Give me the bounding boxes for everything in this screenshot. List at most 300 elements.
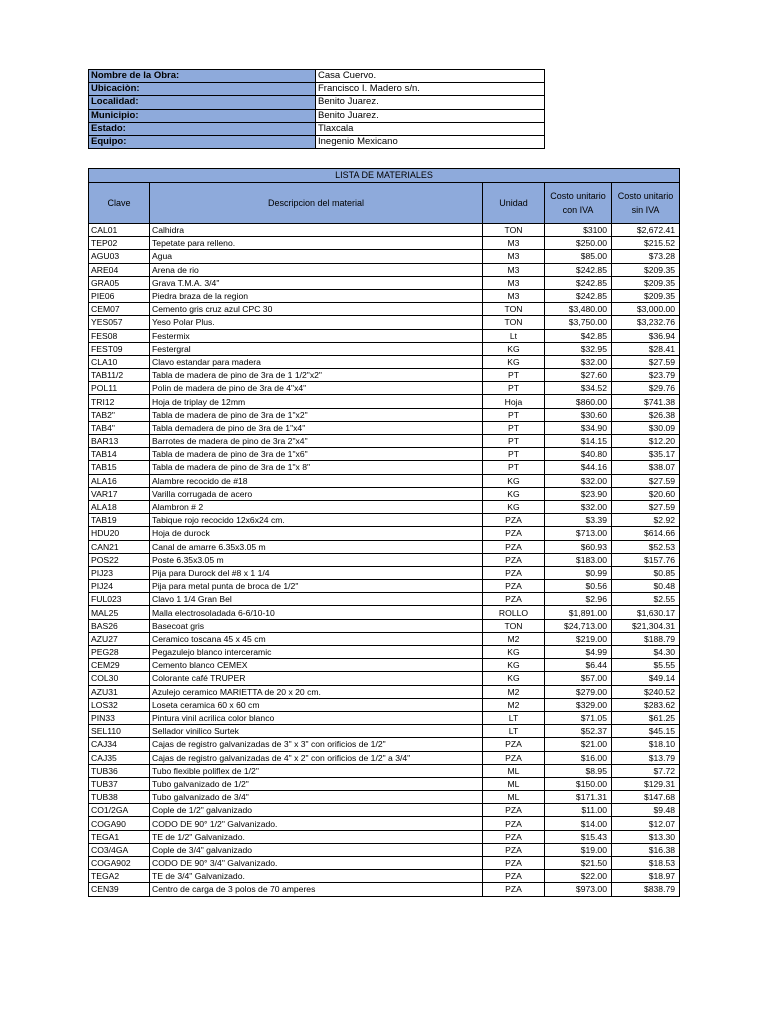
cell-costo-con-iva: $219.00 [545, 632, 612, 645]
info-value: Benito Juarez. [316, 109, 545, 122]
col-header-costo-sin-iva-line1: Costo unitario [617, 191, 674, 201]
table-row [89, 751, 680, 764]
cell-costo-sin-iva: $18.10 [612, 738, 680, 751]
cell-costo-sin-iva: $2,672.41 [612, 224, 680, 237]
cell-costo-sin-iva: $1,630.17 [612, 606, 680, 619]
table-row [89, 224, 680, 237]
cell-unidad: PZA [483, 540, 545, 553]
cell-descripcion: Canal de amarre 6.35x3.05 m [150, 540, 483, 553]
cell-descripcion: Tubo galvanizado de 1/2" [150, 777, 483, 790]
table-row [89, 408, 680, 421]
table-row [89, 316, 680, 329]
cell-unidad: PT [483, 448, 545, 461]
col-header-descripcion: Descripcion del material [150, 183, 483, 224]
cell-unidad: LT [483, 725, 545, 738]
cell-clave: CAN21 [89, 540, 150, 553]
cell-descripcion: Cemento blanco CEMEX [150, 659, 483, 672]
table-row [89, 527, 680, 540]
cell-descripcion: Tepetate para relleno. [150, 237, 483, 250]
cell-clave: COGA902 [89, 857, 150, 870]
info-label: Municipio: [89, 109, 316, 122]
cell-clave: PIJ24 [89, 580, 150, 593]
cell-costo-sin-iva: $38.07 [612, 461, 680, 474]
table-row [89, 632, 680, 645]
cell-unidad: PT [483, 382, 545, 395]
cell-costo-sin-iva: $35.17 [612, 448, 680, 461]
cell-descripcion: Malla electrosoladada 6-6/10-10 [150, 606, 483, 619]
cell-clave: TUB38 [89, 791, 150, 804]
cell-costo-sin-iva: $614.66 [612, 527, 680, 540]
cell-descripcion: Calhidra [150, 224, 483, 237]
cell-clave: CAJ34 [89, 738, 150, 751]
cell-clave: SEL110 [89, 725, 150, 738]
cell-descripcion: Cajas de registro galvanizadas de 4" x 2" con orificios de 1/2" a 3/4" [150, 751, 483, 764]
info-row [89, 135, 545, 148]
cell-costo-sin-iva: $209.35 [612, 276, 680, 289]
info-label: Nombre de la Obra: [89, 70, 316, 83]
table-row [89, 685, 680, 698]
cell-costo-sin-iva: $49.14 [612, 672, 680, 685]
cell-descripcion: Tabla de madera de pino de 3ra de 1"x 8" [150, 461, 483, 474]
cell-descripcion: Varilla corrugada de acero [150, 487, 483, 500]
cell-clave: GRA05 [89, 276, 150, 289]
cell-unidad: PZA [483, 514, 545, 527]
cell-clave: FEST09 [89, 342, 150, 355]
cell-costo-sin-iva: $73.28 [612, 250, 680, 263]
cell-costo-sin-iva: $9.48 [612, 804, 680, 817]
cell-unidad: PT [483, 435, 545, 448]
cell-clave: POS22 [89, 553, 150, 566]
cell-descripcion: Cople de 1/2" galvanizado [150, 804, 483, 817]
cell-costo-sin-iva: $13.79 [612, 751, 680, 764]
table-row [89, 619, 680, 632]
cell-descripcion: Loseta ceramica 60 x 60 cm [150, 698, 483, 711]
table-row [89, 448, 680, 461]
cell-costo-con-iva: $21.00 [545, 738, 612, 751]
cell-descripcion: Azulejo ceramico MARIETTA de 20 x 20 cm. [150, 685, 483, 698]
table-row [89, 514, 680, 527]
cell-costo-sin-iva: $29.76 [612, 382, 680, 395]
cell-costo-con-iva: $57.00 [545, 672, 612, 685]
table-row [89, 250, 680, 263]
cell-costo-con-iva: $4.99 [545, 646, 612, 659]
cell-unidad: PZA [483, 830, 545, 843]
cell-descripcion: TE de 3/4" Galvanizado. [150, 870, 483, 883]
cell-descripcion: Agua [150, 250, 483, 263]
cell-costo-con-iva: $150.00 [545, 777, 612, 790]
cell-unidad: PT [483, 369, 545, 382]
cell-descripcion: Tabla demadera de pino de 3ra de 1"x4" [150, 421, 483, 434]
col-header-costo-sin-iva [612, 183, 680, 224]
cell-descripcion: TE de 1/2" Galvanizado. [150, 830, 483, 843]
table-row [89, 646, 680, 659]
cell-costo-con-iva: $2.96 [545, 593, 612, 606]
cell-costo-sin-iva: $27.59 [612, 355, 680, 368]
cell-clave: CEM29 [89, 659, 150, 672]
cell-descripcion: Polin de madera de pino de 3ra de 4"x4" [150, 382, 483, 395]
cell-costo-sin-iva: $61.25 [612, 711, 680, 724]
cell-clave: ARE04 [89, 263, 150, 276]
cell-clave: MAL25 [89, 606, 150, 619]
cell-descripcion: Clavo 1 1/4 Gran Bel [150, 593, 483, 606]
cell-unidad: PZA [483, 883, 545, 896]
cell-unidad: PZA [483, 870, 545, 883]
table-row [89, 883, 680, 896]
table-row [89, 725, 680, 738]
cell-descripcion: Pija para metal punta de broca de 1/2" [150, 580, 483, 593]
cell-costo-con-iva: $242.85 [545, 263, 612, 276]
cell-unidad: PZA [483, 817, 545, 830]
cell-clave: YES057 [89, 316, 150, 329]
table-row [89, 487, 680, 500]
cell-costo-sin-iva: $188.79 [612, 632, 680, 645]
cell-clave: PIE06 [89, 289, 150, 302]
info-label: Ubicaciòn: [89, 83, 316, 96]
col-header-costo-con-iva-line1: Costo unitario [550, 191, 606, 201]
cell-descripcion: Cople de 3/4" galvanizado [150, 843, 483, 856]
info-label: Equipo: [89, 135, 316, 148]
cell-clave: VAR17 [89, 487, 150, 500]
table-row [89, 329, 680, 342]
cell-clave: AGU03 [89, 250, 150, 263]
materials-table [88, 168, 680, 897]
cell-unidad: KG [483, 659, 545, 672]
cell-costo-con-iva: $32.00 [545, 500, 612, 513]
project-info-table [88, 69, 545, 149]
cell-descripcion: Basecoat gris [150, 619, 483, 632]
cell-costo-con-iva: $23.90 [545, 487, 612, 500]
table-row [89, 777, 680, 790]
cell-costo-sin-iva: $16.38 [612, 843, 680, 856]
materials-body [89, 224, 680, 897]
cell-costo-con-iva: $242.85 [545, 276, 612, 289]
cell-costo-sin-iva: $3,232.76 [612, 316, 680, 329]
table-row [89, 435, 680, 448]
cell-unidad: PZA [483, 804, 545, 817]
cell-descripcion: Arena de rio [150, 263, 483, 276]
cell-clave: POL11 [89, 382, 150, 395]
cell-costo-sin-iva: $12.07 [612, 817, 680, 830]
table-row [89, 791, 680, 804]
cell-clave: FES08 [89, 329, 150, 342]
cell-clave: TEGA1 [89, 830, 150, 843]
cell-clave: TAB2" [89, 408, 150, 421]
table-row [89, 395, 680, 408]
cell-unidad: M2 [483, 698, 545, 711]
cell-clave: PIN33 [89, 711, 150, 724]
cell-unidad: PT [483, 421, 545, 434]
cell-unidad: ROLLO [483, 606, 545, 619]
info-row [89, 109, 545, 122]
cell-clave: CLA10 [89, 355, 150, 368]
cell-unidad: ML [483, 764, 545, 777]
cell-descripcion: Tabique rojo recocido 12x6x24 cm. [150, 514, 483, 527]
cell-costo-con-iva: $30.60 [545, 408, 612, 421]
cell-costo-sin-iva: $0.48 [612, 580, 680, 593]
cell-descripcion: Tubo galvanizado de 3/4" [150, 791, 483, 804]
cell-unidad: M3 [483, 289, 545, 302]
table-row [89, 870, 680, 883]
cell-unidad: Hoja [483, 395, 545, 408]
cell-unidad: PZA [483, 527, 545, 540]
cell-costo-sin-iva: $18.97 [612, 870, 680, 883]
cell-descripcion: Pegazulejo blanco interceramic [150, 646, 483, 659]
cell-descripcion: Grava T.M.A. 3/4" [150, 276, 483, 289]
cell-clave: TAB4" [89, 421, 150, 434]
cell-unidad: PZA [483, 738, 545, 751]
cell-costo-con-iva: $52.37 [545, 725, 612, 738]
table-row [89, 461, 680, 474]
cell-descripcion: Ceramico toscana 45 x 45 cm [150, 632, 483, 645]
table-row [89, 276, 680, 289]
cell-costo-sin-iva: $209.35 [612, 263, 680, 276]
cell-clave: TUB37 [89, 777, 150, 790]
cell-costo-sin-iva: $27.59 [612, 500, 680, 513]
cell-costo-con-iva: $6.44 [545, 659, 612, 672]
table-row [89, 804, 680, 817]
info-value: Casa Cuervo. [316, 70, 545, 83]
cell-costo-con-iva: $14.00 [545, 817, 612, 830]
cell-descripcion: Colorante café TRUPER [150, 672, 483, 685]
cell-costo-sin-iva: $5.55 [612, 659, 680, 672]
cell-clave: ALA18 [89, 500, 150, 513]
cell-descripcion: Cajas de registro galvanizadas de 3" x 3" con orificios de 1/2" [150, 738, 483, 751]
cell-clave: BAR13 [89, 435, 150, 448]
cell-unidad: TON [483, 619, 545, 632]
cell-costo-con-iva: $60.93 [545, 540, 612, 553]
cell-costo-con-iva: $0.56 [545, 580, 612, 593]
table-row [89, 738, 680, 751]
info-value: Tlaxcala [316, 122, 545, 135]
cell-descripcion: Alambre recocido de #18 [150, 474, 483, 487]
cell-clave: TEP02 [89, 237, 150, 250]
cell-descripcion: Barrotes de madera de pino de 3ra 2"x4" [150, 435, 483, 448]
cell-costo-con-iva: $16.00 [545, 751, 612, 764]
cell-descripcion: Hoja de durock [150, 527, 483, 540]
cell-clave: CAJ35 [89, 751, 150, 764]
table-row [89, 355, 680, 368]
cell-costo-sin-iva: $13.30 [612, 830, 680, 843]
cell-costo-con-iva: $21.50 [545, 857, 612, 870]
info-row [89, 70, 545, 83]
cell-unidad: LT [483, 711, 545, 724]
cell-unidad: PZA [483, 553, 545, 566]
cell-costo-sin-iva: $52.53 [612, 540, 680, 553]
cell-costo-sin-iva: $129.31 [612, 777, 680, 790]
table-row [89, 474, 680, 487]
cell-unidad: KG [483, 500, 545, 513]
cell-costo-sin-iva: $2.92 [612, 514, 680, 527]
cell-costo-sin-iva: $0.85 [612, 566, 680, 579]
cell-costo-con-iva: $1,891.00 [545, 606, 612, 619]
info-row [89, 122, 545, 135]
cell-costo-sin-iva: $7.72 [612, 764, 680, 777]
col-header-costo-con-iva [545, 183, 612, 224]
table-row [89, 606, 680, 619]
cell-descripcion: Tabla de madera de pino de 3ra de 1"x6" [150, 448, 483, 461]
cell-clave: TAB19 [89, 514, 150, 527]
cell-descripcion: Centro de carga de 3 polos de 70 amperes [150, 883, 483, 896]
cell-costo-con-iva: $40.80 [545, 448, 612, 461]
cell-costo-sin-iva: $4.30 [612, 646, 680, 659]
cell-descripcion: Alambron # 2 [150, 500, 483, 513]
table-row [89, 369, 680, 382]
cell-costo-sin-iva: $28.41 [612, 342, 680, 355]
table-row [89, 500, 680, 513]
cell-descripcion: Pija para Durock del #8 x 1 1/4 [150, 566, 483, 579]
cell-unidad: M3 [483, 250, 545, 263]
cell-costo-con-iva: $44.16 [545, 461, 612, 474]
col-header-unidad: Unidad [483, 183, 545, 224]
cell-unidad: TON [483, 316, 545, 329]
cell-costo-con-iva: $329.00 [545, 698, 612, 711]
cell-costo-con-iva: $32.00 [545, 355, 612, 368]
cell-costo-sin-iva: $36.94 [612, 329, 680, 342]
cell-costo-sin-iva: $23.79 [612, 369, 680, 382]
cell-costo-sin-iva: $209.35 [612, 289, 680, 302]
table-row [89, 342, 680, 355]
cell-unidad: PZA [483, 580, 545, 593]
cell-descripcion: Cemento gris cruz azul CPC 30 [150, 303, 483, 316]
info-row [89, 96, 545, 109]
cell-unidad: ML [483, 777, 545, 790]
cell-costo-con-iva: $85.00 [545, 250, 612, 263]
table-row [89, 830, 680, 843]
cell-clave: CEM07 [89, 303, 150, 316]
cell-clave: ALA16 [89, 474, 150, 487]
cell-costo-con-iva: $32.00 [545, 474, 612, 487]
cell-unidad: PZA [483, 857, 545, 870]
cell-unidad: KG [483, 355, 545, 368]
cell-descripcion: Hoja de triplay de 12mm [150, 395, 483, 408]
cell-descripcion: Clavo estandar para madera [150, 355, 483, 368]
info-label: Localidad: [89, 96, 316, 109]
table-row [89, 843, 680, 856]
cell-descripcion: Tubo flexible poliflex de 1/2" [150, 764, 483, 777]
cell-clave: AZU27 [89, 632, 150, 645]
cell-costo-con-iva: $11.00 [545, 804, 612, 817]
cell-costo-con-iva: $973.00 [545, 883, 612, 896]
cell-descripcion: Tabla de madera de pino de 3ra de 1 1/2"x2" [150, 369, 483, 382]
cell-unidad: TON [483, 224, 545, 237]
col-header-costo-con-iva-line2: con IVA [562, 205, 594, 215]
info-value: Inegenio Mexicano [316, 135, 545, 148]
cell-unidad: M2 [483, 632, 545, 645]
cell-costo-con-iva: $279.00 [545, 685, 612, 698]
cell-costo-con-iva: $15.43 [545, 830, 612, 843]
cell-clave: LOS32 [89, 698, 150, 711]
cell-unidad: KG [483, 672, 545, 685]
table-row [89, 553, 680, 566]
table-row [89, 698, 680, 711]
cell-unidad: KG [483, 342, 545, 355]
cell-unidad: M3 [483, 276, 545, 289]
project-info-body [89, 70, 545, 149]
cell-costo-sin-iva: $157.76 [612, 553, 680, 566]
cell-costo-con-iva: $32.95 [545, 342, 612, 355]
cell-clave: TRI12 [89, 395, 150, 408]
table-row [89, 580, 680, 593]
materials-title: LISTA DE MATERIALES [89, 169, 680, 183]
cell-clave: PEG28 [89, 646, 150, 659]
cell-clave: CO3/4GA [89, 843, 150, 856]
col-header-clave: Clave [89, 183, 150, 224]
cell-costo-con-iva: $14.15 [545, 435, 612, 448]
cell-costo-con-iva: $42.85 [545, 329, 612, 342]
cell-descripcion: Festermix [150, 329, 483, 342]
cell-descripcion: Yeso Polar Plus. [150, 316, 483, 329]
cell-unidad: Lt [483, 329, 545, 342]
cell-descripcion: CODO DE 90° 1/2" Galvanizado. [150, 817, 483, 830]
cell-costo-sin-iva: $20.60 [612, 487, 680, 500]
cell-costo-sin-iva: $26.38 [612, 408, 680, 421]
cell-descripcion: CODO DE 90° 3/4" Galvanizado. [150, 857, 483, 870]
cell-costo-con-iva: $19.00 [545, 843, 612, 856]
cell-unidad: PZA [483, 843, 545, 856]
cell-unidad: KG [483, 474, 545, 487]
cell-clave: TAB11/2 [89, 369, 150, 382]
table-row [89, 857, 680, 870]
cell-costo-sin-iva: $21,304.31 [612, 619, 680, 632]
cell-descripcion: Poste 6.35x3.05 m [150, 553, 483, 566]
cell-clave: TAB15 [89, 461, 150, 474]
table-row [89, 711, 680, 724]
cell-clave: PIJ23 [89, 566, 150, 579]
cell-costo-con-iva: $27.60 [545, 369, 612, 382]
cell-clave: TEGA2 [89, 870, 150, 883]
table-row [89, 593, 680, 606]
cell-unidad: M3 [483, 237, 545, 250]
cell-costo-con-iva: $183.00 [545, 553, 612, 566]
cell-unidad: TON [483, 303, 545, 316]
cell-descripcion: Sellador vinilico Surtek [150, 725, 483, 738]
cell-costo-con-iva: $242.85 [545, 289, 612, 302]
cell-clave: FUL023 [89, 593, 150, 606]
cell-descripcion: Pintura vinil acrilica color blanco [150, 711, 483, 724]
cell-clave: CAL01 [89, 224, 150, 237]
table-row [89, 817, 680, 830]
cell-costo-con-iva: $3.39 [545, 514, 612, 527]
cell-clave: AZU31 [89, 685, 150, 698]
cell-costo-con-iva: $171.31 [545, 791, 612, 804]
cell-costo-sin-iva: $838.79 [612, 883, 680, 896]
cell-unidad: ML [483, 791, 545, 804]
table-row [89, 289, 680, 302]
cell-costo-sin-iva: $3,000.00 [612, 303, 680, 316]
cell-costo-con-iva: $3,480.00 [545, 303, 612, 316]
cell-clave: CEN39 [89, 883, 150, 896]
cell-costo-sin-iva: $283.62 [612, 698, 680, 711]
cell-descripcion: Tabla de madera de pino de 3ra de 1"x2" [150, 408, 483, 421]
cell-costo-sin-iva: $240.52 [612, 685, 680, 698]
cell-costo-con-iva: $8.95 [545, 764, 612, 777]
cell-costo-con-iva: $860.00 [545, 395, 612, 408]
cell-costo-sin-iva: $27.59 [612, 474, 680, 487]
cell-unidad: M2 [483, 685, 545, 698]
cell-costo-con-iva: $34.90 [545, 421, 612, 434]
cell-costo-sin-iva: $45.15 [612, 725, 680, 738]
cell-costo-sin-iva: $215.52 [612, 237, 680, 250]
col-header-costo-sin-iva-line2: sin IVA [631, 205, 660, 215]
cell-unidad: PZA [483, 751, 545, 764]
cell-clave: COGA90 [89, 817, 150, 830]
cell-unidad: KG [483, 487, 545, 500]
cell-costo-con-iva: $0.99 [545, 566, 612, 579]
cell-costo-con-iva: $3100 [545, 224, 612, 237]
table-row [89, 382, 680, 395]
cell-clave: COL30 [89, 672, 150, 685]
cell-costo-sin-iva: $30.09 [612, 421, 680, 434]
